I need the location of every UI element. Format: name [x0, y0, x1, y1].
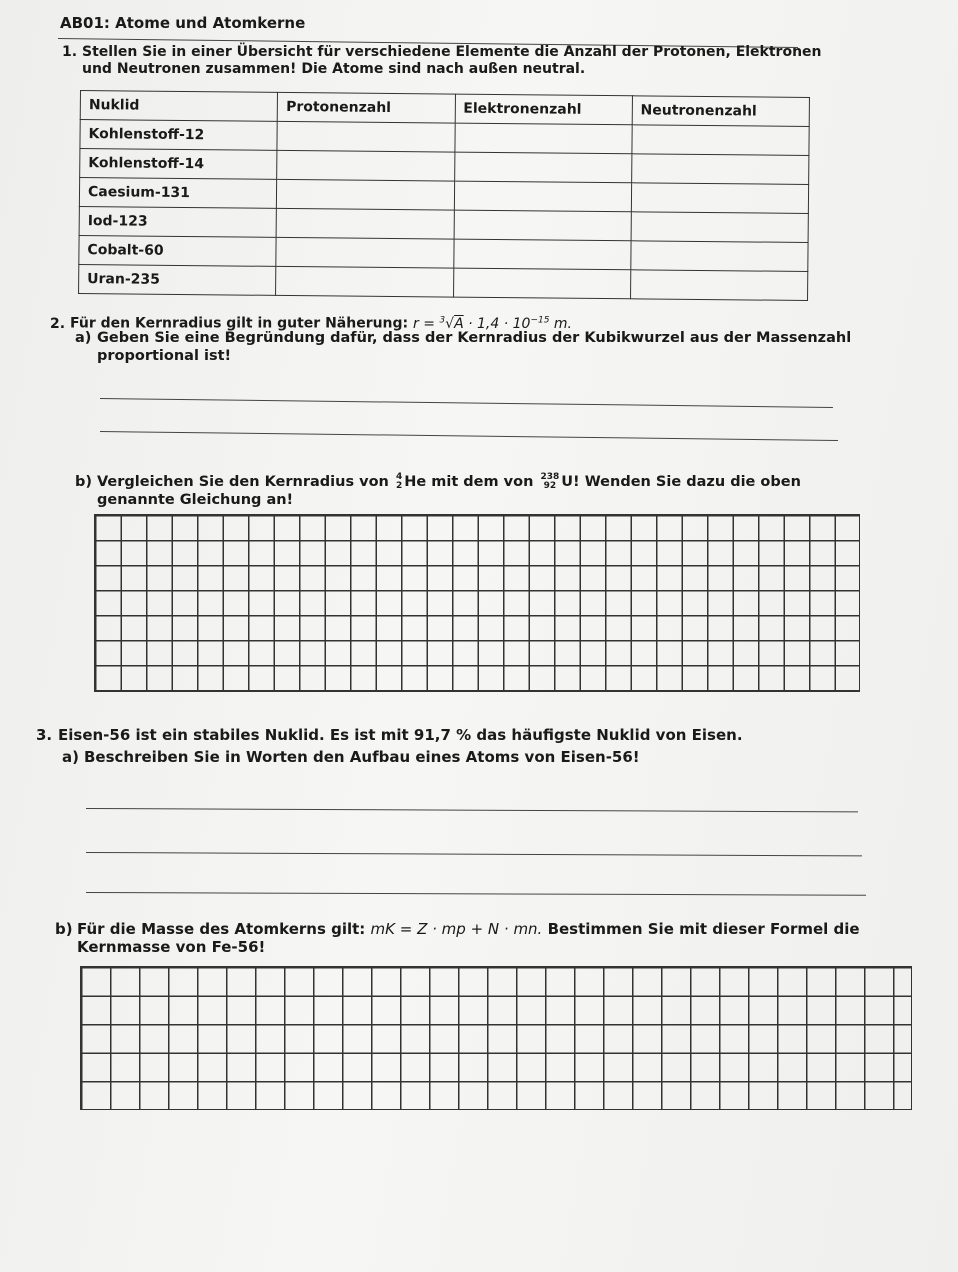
task-2a-line1: Geben Sie eine Begründung dafür, dass der Kernradius der Kubikwurzel aus der Massenzahl [97, 330, 852, 346]
task-2b-text-post: U! Wenden Sie dazu die oben [561, 474, 801, 490]
page-title: AB01: Atome und Atomkerne [60, 14, 306, 32]
answer-cell[interactable] [454, 181, 632, 212]
answer-cell[interactable] [276, 266, 454, 297]
header-protonenzahl: Protonenzahl [277, 92, 455, 123]
mass-formula: mK = Z · mp + N · mn. [370, 920, 543, 938]
answer-cell[interactable] [277, 121, 455, 152]
formula-unit: m. [553, 315, 572, 332]
root-symbol: √ [445, 315, 455, 332]
formula-exp: −15 [530, 315, 550, 325]
task-3b-label: b) [55, 920, 73, 938]
answer-cell[interactable] [630, 270, 808, 301]
answer-cell[interactable] [454, 210, 632, 241]
formula-root-index: 3 [439, 315, 446, 325]
nuclide-table [78, 90, 810, 301]
answer-cell[interactable] [631, 212, 809, 243]
answer-cell[interactable] [277, 179, 455, 210]
nuclide-cell: Kohlenstoff-12 [80, 120, 278, 151]
answer-cell[interactable] [276, 208, 454, 239]
task-1-line2: und Neutronen zusammen! Die Atome sind nach außen neutral. [82, 61, 586, 77]
answer-cell[interactable] [453, 239, 631, 270]
answer-line[interactable] [100, 398, 833, 408]
task-3b-text-pre: Für die Masse des Atomkerns gilt: [77, 920, 366, 938]
uranium-isotope-notation [540, 473, 559, 491]
calculation-grid-3b[interactable] [80, 966, 912, 1110]
task-2-intro-text: Für den Kernradius gilt in guter Näherung: [70, 315, 409, 332]
task-2a-label: a) [75, 330, 92, 346]
task-2b-label: b) [75, 474, 93, 490]
helium-isotope-notation [396, 473, 402, 491]
calculation-grid-2b[interactable] [94, 514, 860, 692]
task-3b-line2: Kernmasse von Fe-56! [77, 938, 266, 956]
answer-cell[interactable] [454, 152, 632, 183]
task-2b-text-pre: Vergleichen Sie den Kernradius von [97, 474, 389, 490]
task-2a-line2: proportional ist! [97, 348, 232, 364]
task-3a-label: a) [62, 748, 79, 766]
task-1-line1: Stellen Sie in einer Übersicht für verschiedene Elemente die Anzahl der Protonen, Elektronen [82, 44, 822, 60]
formula-root-arg: A [454, 315, 464, 332]
answer-line[interactable] [86, 892, 866, 896]
task-2b [75, 473, 801, 509]
answer-cell[interactable] [454, 123, 632, 154]
formula-rest: · 1,4 · 10 [468, 315, 531, 332]
header-neutronenzahl: Neutronenzahl [632, 96, 810, 127]
he-mass-number: 4 [395, 472, 403, 482]
task-3-text [36, 726, 743, 744]
task-2-number: 2. [50, 315, 66, 332]
answer-line[interactable] [86, 808, 858, 812]
answer-line[interactable] [100, 431, 838, 441]
task-1-number: 1. [62, 44, 78, 60]
answer-cell[interactable] [453, 268, 631, 299]
task-3-number: 3. [36, 726, 53, 744]
nuclide-cell: Kohlenstoff-14 [80, 149, 278, 180]
task-1-text [62, 44, 822, 78]
table-row [79, 264, 808, 300]
header-elektronenzahl: Elektronenzahl [455, 94, 633, 125]
nuclide-cell: Iod-123 [79, 206, 277, 237]
u-mass-number: 238 [540, 472, 560, 482]
answer-cell[interactable] [631, 154, 809, 185]
answer-cell[interactable] [277, 150, 455, 181]
task-3b [55, 920, 860, 956]
nuclide-cell: Caesium-131 [79, 178, 277, 209]
answer-cell[interactable] [276, 237, 454, 268]
answer-cell[interactable] [631, 183, 809, 214]
task-3a-text: Beschreiben Sie in Worten den Aufbau eines Atoms von Eisen-56! [84, 748, 640, 766]
answer-cell[interactable] [631, 241, 809, 272]
u-charge-number: 92 [543, 481, 557, 491]
task-2b-he-text: He mit dem von [404, 474, 534, 490]
header-nuklid: Nuklid [80, 91, 278, 122]
task-2b-line2: genannte Gleichung an! [97, 492, 294, 508]
task-3a [62, 748, 640, 766]
answer-cell[interactable] [632, 125, 810, 156]
answer-line[interactable] [86, 852, 862, 856]
he-charge-number: 2 [395, 481, 403, 491]
nuclide-cell: Uran-235 [79, 264, 277, 295]
task-3-intro: Eisen-56 ist ein stabiles Nuklid. Es ist mit 91,7 % das häufigste Nuklid von Eisen. [58, 726, 743, 744]
formula-r: r = [413, 315, 435, 332]
task-2a [75, 329, 851, 365]
task-3b-text-post: Bestimmen Sie mit dieser Formel die [547, 920, 860, 938]
nuclide-cell: Cobalt-60 [79, 235, 277, 266]
